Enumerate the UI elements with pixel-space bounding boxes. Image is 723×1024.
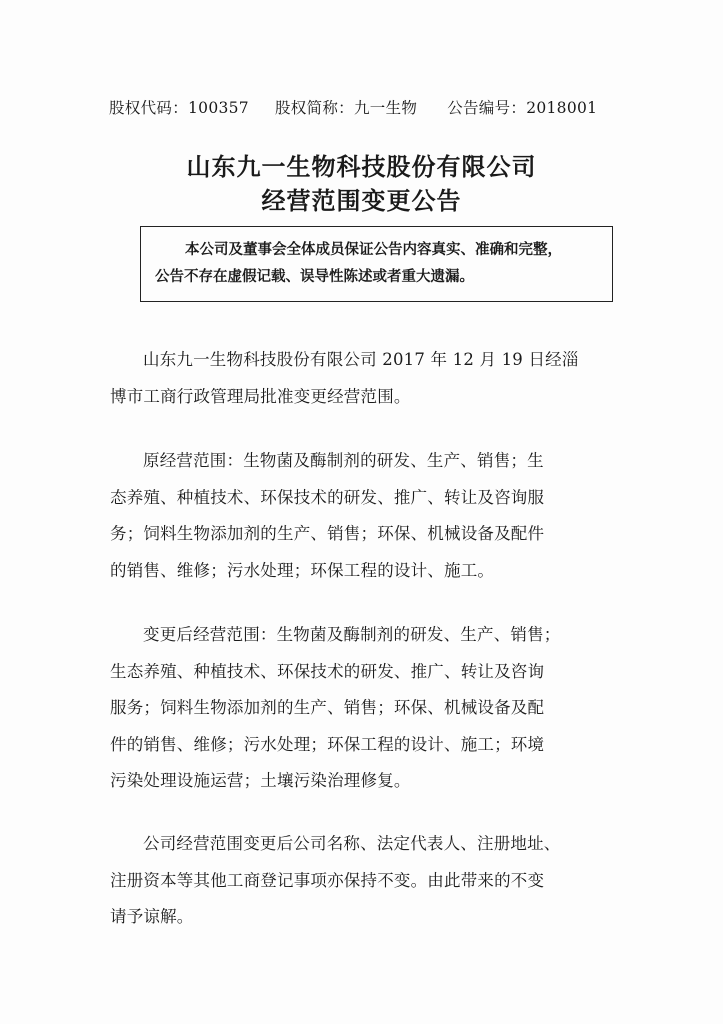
- stock-abbreviation: 股权简称：九一生物: [274, 99, 418, 117]
- company-title: 山东九一生物科技股份有限公司: [186, 153, 537, 181]
- paragraph-line: 服务；饲料生物添加剂的生产、销售；环保、机械设备及配: [110, 698, 545, 717]
- statement-line-1: 本公司及董事会全体成员保证公告内容真实、准确和完整，: [185, 242, 562, 258]
- paragraph-changed-scope: [110, 617, 620, 800]
- paragraph-line: 生态养殖、种植技术、环保技术的研发、推广、转让及咨询: [110, 661, 545, 681]
- paragraph-original-scope: [110, 443, 620, 589]
- paragraph-line: 变更后经营范围：生物菌及酶制剂的研发、生产、销售；: [143, 625, 561, 644]
- statement-line-2: 公告不存在虚假记载、误导性陈述或者重大遗漏。: [155, 269, 474, 285]
- paragraph-line: 注册资本等其他工商登记事项亦保持不变。由此带来的不变: [110, 870, 545, 890]
- paragraph-line: 务；饲料生物添加剂的生产、销售；环保、机械设备及配件: [110, 524, 545, 543]
- paragraph-line: 原经营范围：生物菌及酶制剂的研发、生产、销售；生: [143, 451, 544, 470]
- stock-info-header: [109, 96, 629, 118]
- statement-box: [140, 226, 613, 302]
- paragraph-other-items: [110, 826, 620, 936]
- paragraph-approval: [110, 342, 620, 415]
- paragraph-line: 的销售、维修；污水处理；环保工程的设计、施工。: [110, 560, 495, 580]
- paragraph-line: 件的销售、维修；污水处理；环保工程的设计、施工；环境: [110, 734, 545, 754]
- notice-title: 经营范围变更公告: [261, 187, 462, 215]
- paragraph-line: 态养殖、种植技术、环保技术的研发、推广、转让及咨询服: [110, 487, 545, 507]
- paragraph-line: 山东九一生物科技股份有限公司 2017 年 12 月 19 日经淄: [143, 350, 579, 369]
- paragraph-line: 污染处理设施运营；土壤污染治理修复。: [110, 771, 411, 790]
- paragraph-line: 请予谅解。: [110, 907, 194, 926]
- paragraph-line: 博市工商行政管理局批准变更经营范围。: [110, 386, 411, 406]
- stock-code: 股权代码：100357: [109, 99, 249, 117]
- notice-number: 公告编号：2018001: [447, 99, 598, 117]
- paragraph-line: 公司经营范围变更后公司名称、法定代表人、注册地址、: [143, 834, 561, 853]
